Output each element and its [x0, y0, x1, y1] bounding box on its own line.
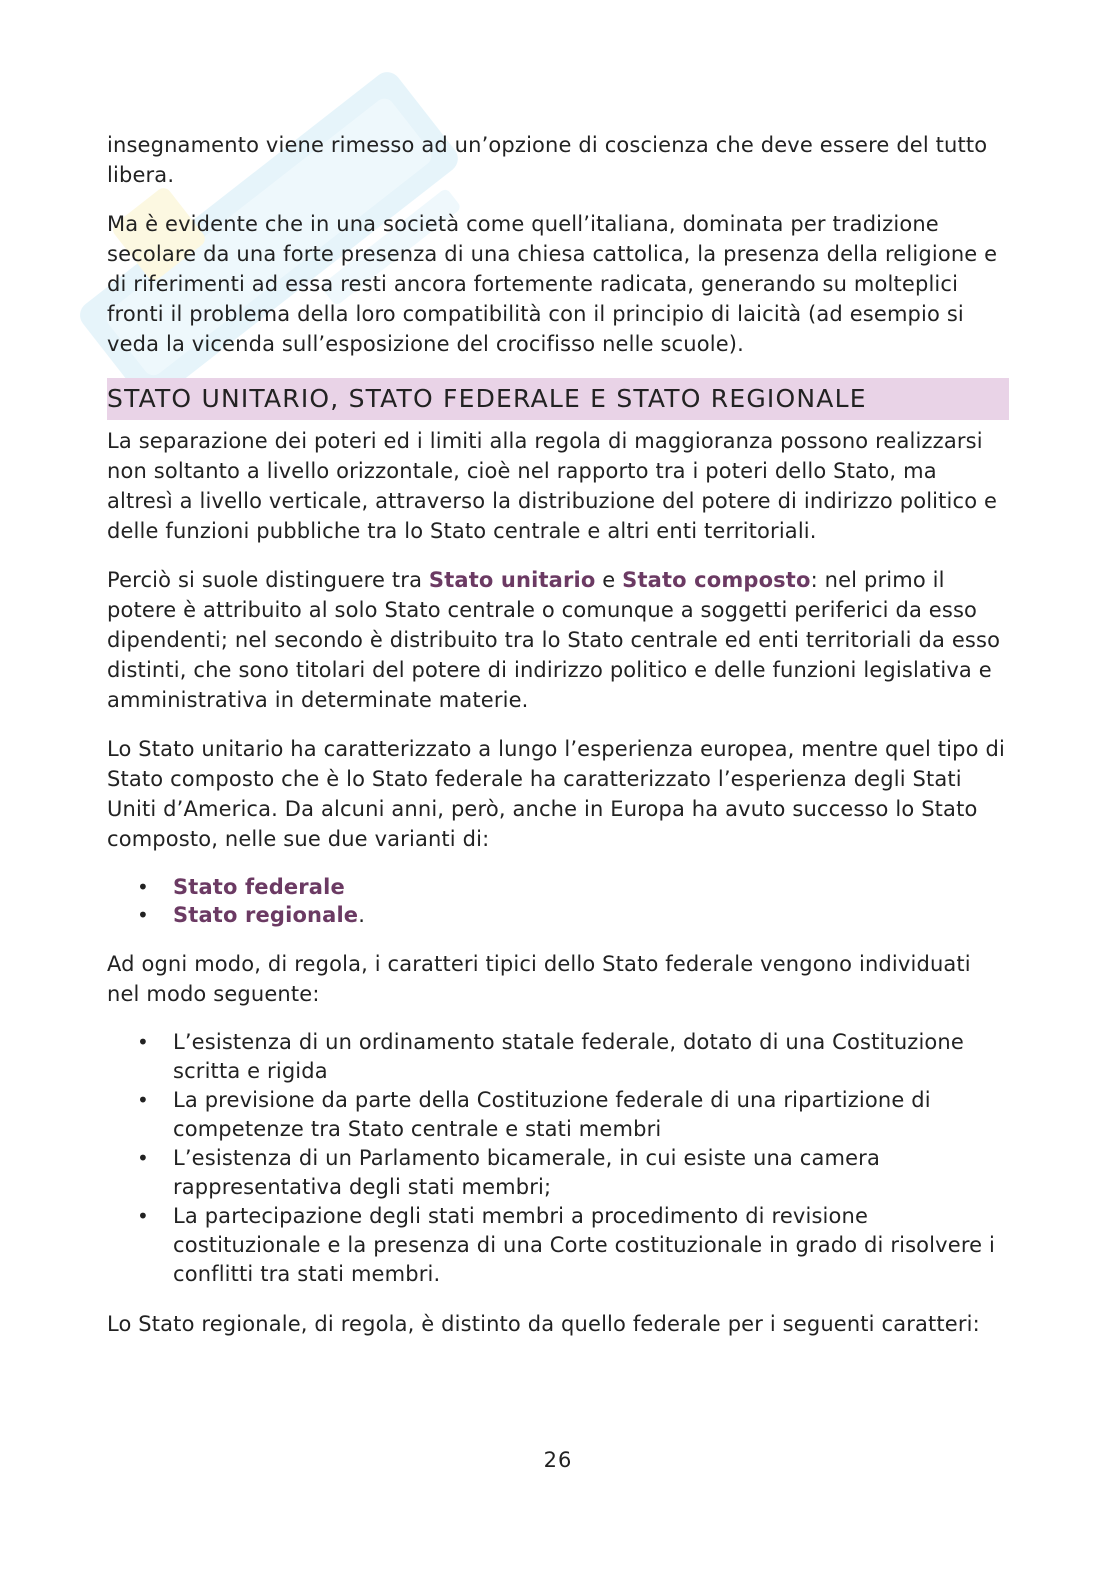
distinction-middle: e: [595, 568, 623, 592]
list-item-text: L’esistenza di un ordinamento statale federale, dotato di una Costituzione scritta e rigida: [173, 1030, 964, 1083]
document-page: [107, 130, 1009, 1358]
list-item-text: La partecipazione degli stati membri a procedimento di revisione costituzionale e la presenza di una Corte costituzionale in grado di risolvere i conflitti tra stati membri.: [173, 1204, 996, 1286]
bullet-icon: •: [137, 903, 149, 927]
paragraph-european-experience: Lo Stato unitario ha caratterizzato a lungo l’esperienza europea, mentre quel tipo di Stato composto che è lo Stato federale ha caratterizzato l’esperienza degli Stati Uniti d’America. Da alcuni anni, però, anche in Europa ha avuto successo lo Stato composto, nelle sue due varianti di:: [107, 737, 1005, 851]
distinction-suffix: : nel primo il potere è attribuito al solo Stato centrale o comunque a soggetti periferici da esso dipendenti; nel secondo è distribuito tra lo Stato centrale ed enti territoriali da esso distinti, che sono titolari del potere di indirizzo politico e delle funzioni legislativa e amministrativa in determinate materie.: [107, 568, 1001, 712]
page-number: 26: [543, 1448, 573, 1472]
bullet-icon: •: [137, 1030, 149, 1054]
keyword-stato-federale: Stato federale: [173, 875, 345, 899]
list-item: [107, 1202, 1009, 1289]
list-item: [107, 1144, 1009, 1202]
bullet-icon: •: [137, 875, 149, 899]
keyword-stato-unitario: Stato unitario: [428, 568, 596, 592]
bullet-icon: •: [137, 1088, 149, 1112]
paragraph-regional-state: Lo Stato regionale, di regola, è distinto da quello federale per i seguenti caratteri:: [107, 1312, 980, 1336]
list-item-suffix: .: [358, 903, 366, 927]
paragraph-italian-society: Ma è evidente che in una società come quell’italiana, dominata per tradizione secolare da una forte presenza di una chiesa cattolica, la presenza della religione e di riferimenti ad essa resti ancora fortemente radicata, generando su molteplici fronti il problema della loro compatibilità con il principio di laicità (ad esempio si veda la vicenda sull’esposizione del crocifisso nelle scuole).: [107, 212, 998, 356]
list-item: [107, 901, 1009, 929]
section-heading: STATO UNITARIO, STATO FEDERALE E STATO REGIONALE: [107, 378, 1009, 420]
list-item-text: La previsione da parte della Costituzione federale di una ripartizione di competenze tra Stato centrale e stati membri: [173, 1088, 931, 1141]
list-item-text: L’esistenza di un Parlamento bicamerale, in cui esiste una camera rappresentativa degli stati membri;: [173, 1146, 880, 1199]
keyword-stato-composto: Stato composto: [622, 568, 811, 592]
bullet-icon: •: [137, 1146, 149, 1170]
paragraph-separation-of-powers: La separazione dei poteri ed i limiti alla regola di maggioranza possono realizzarsi non soltanto a livello orizzontale, cioè nel rapporto tra i poteri dello Stato, ma altresì a livello verticale, attraverso la distribuzione del potere di indirizzo politico e delle funzioni pubbliche tra lo Stato centrale e altri enti territoriali.: [107, 429, 998, 543]
list-item: [107, 1086, 1009, 1144]
list-item: [107, 873, 1009, 901]
federal-traits-list: [107, 1028, 1009, 1289]
distinction-prefix: Perciò si suole distinguere tra: [107, 568, 429, 592]
variants-list: [107, 873, 1009, 929]
paragraph-conscience: insegnamento viene rimesso ad un’opzione di coscienza che deve essere del tutto libera.: [107, 133, 988, 187]
paragraph-state-distinction: [107, 565, 1009, 715]
bullet-icon: •: [137, 1204, 149, 1228]
list-item: [107, 1028, 1009, 1086]
keyword-stato-regionale: Stato regionale: [173, 903, 359, 927]
paragraph-federal-intro: Ad ogni modo, di regola, i caratteri tipici dello Stato federale vengono individuati nel modo seguente:: [107, 952, 971, 1006]
